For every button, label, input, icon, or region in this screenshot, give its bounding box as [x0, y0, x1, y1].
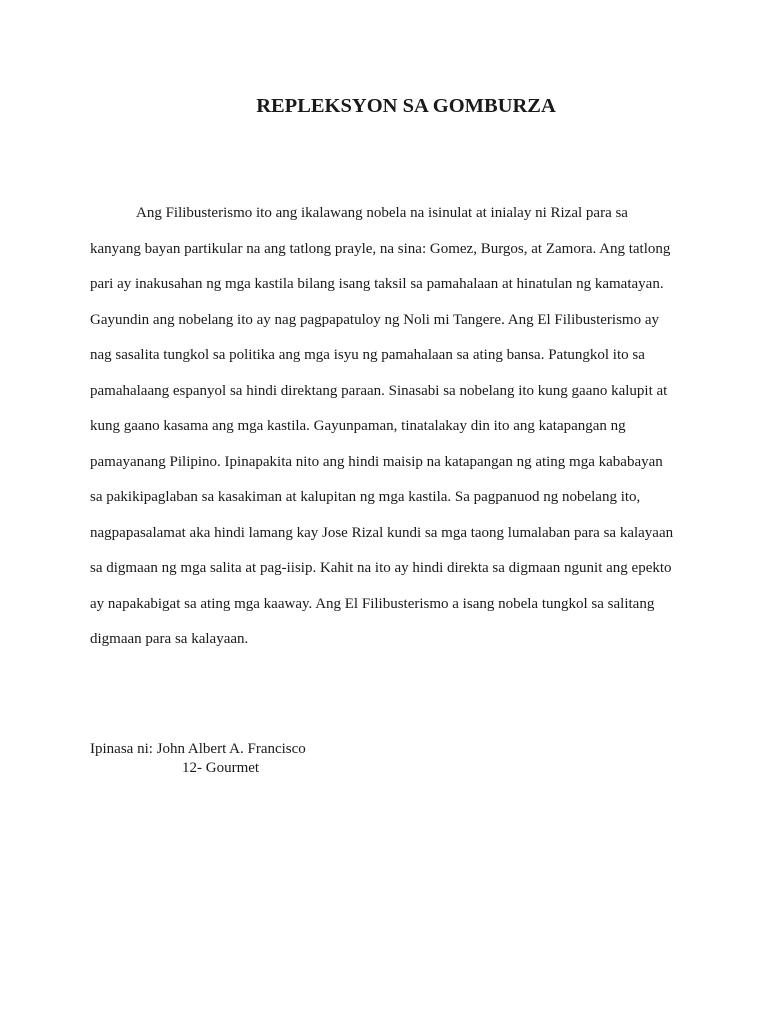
body-line: pari ay inakusahan ng mga kastila bilang isang taksil sa pamahalaan at hinatulan ng kamatayan.	[90, 276, 664, 292]
section-line: 12- Gourmet	[182, 760, 260, 776]
body-line: digmaan para sa kalayaan.	[90, 631, 249, 647]
body-line: nagpapasalamat aka hindi lamang kay Jose Rizal kundi sa mga taong lumalaban para sa kalayaan	[90, 524, 674, 541]
body-line: sa digmaan ng mga salita at pag-iisip. Kahit na ito ay hindi direkta sa digmaan ngunit ang epekto	[90, 560, 672, 576]
body-line: Ang Filibusterismo ito ang ikalawang nobela na isinulat at inialay ni Rizal para sa	[136, 205, 628, 221]
body-line: ay napakabigat sa ating mga kaaway. Ang El Filibusterismo a isang nobela tungkol sa salitang	[90, 595, 655, 612]
submission-block	[90, 740, 306, 778]
submitted-by-line: Ipinasa ni: John Albert A. Francisco	[90, 741, 306, 757]
body-line: pamahalaang espanyol sa hindi direktang paraan. Sinasabi sa nobelang ito kung gaano kalupit at	[90, 382, 668, 399]
body-line: sa pakikipaglaban sa kasakiman at kalupitan ng mga kastila. Sa pagpanuod ng nobelang ito,	[90, 489, 641, 505]
document-title: REPLEKSYON SA GOMBURZA	[256, 95, 556, 117]
reflection-body	[90, 200, 690, 662]
body-line: pamayanang Pilipino. Ipinapakita nito ang hindi maisip na katapangan ng ating mga kababayan	[90, 453, 663, 470]
body-line: kanyang bayan partikular na ang tatlong prayle, na sina: Gomez, Burgos, at Zamora. Ang tatlong	[90, 240, 671, 257]
body-line: kung gaano kasama ang mga kastila. Gayunpaman, tinatalakay din ito ang katapangan ng	[90, 418, 626, 434]
body-line: Gayundin ang nobelang ito ay nag pagpapatuloy ng Noli mi Tangere. Ang El Filibusterismo ay	[90, 311, 659, 328]
body-line: nag sasalita tungkol sa politika ang mga isyu ng pamahalaan sa ating bansa. Patungkol ito sa	[90, 347, 645, 363]
